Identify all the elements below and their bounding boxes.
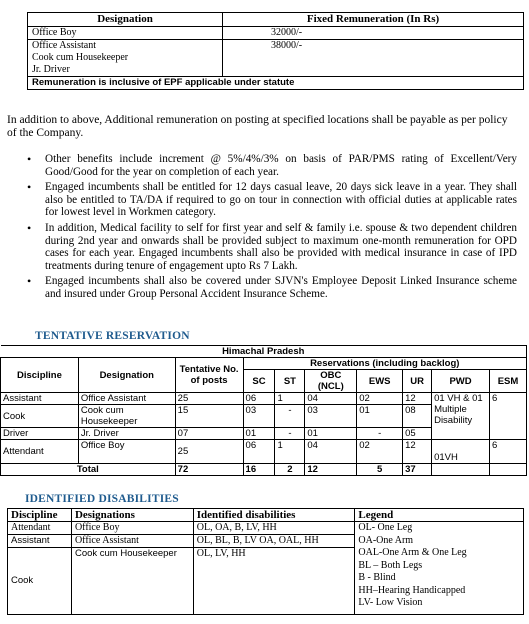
total-row: Total 72 16 2 12 5 37 — [1, 464, 527, 476]
col-ur: UR — [403, 370, 432, 393]
table-row: Assistant Office Assistant 25 06 1 04 02 12 01 VH & 01 Multiple Disability 6 — [1, 393, 527, 405]
rem-amount: 32000/- — [223, 27, 524, 40]
col-sc: SC — [243, 370, 275, 393]
table-row — [28, 27, 524, 40]
tentative-reservation-heading: TENTATIVE RESERVATION — [35, 330, 190, 342]
legend-item: LV- Low Vision — [358, 597, 423, 608]
identified-disabilities-heading: IDENTIFIED DISABILITIES — [25, 493, 179, 505]
col-st: ST — [275, 370, 305, 393]
list-item: • Engaged incumbents shall also be covered under SJVN's Employee Deposit Linked Insurance scheme and insured under Group Personal Accident Insurance Scheme. — [27, 275, 517, 300]
reservation-table — [0, 345, 527, 476]
reservations-header: Reservations (including backlog) — [243, 358, 526, 370]
table-row: Assistant Office Assistant OL, BL, B, LV OA, OAL, HH — [8, 535, 524, 548]
legend-item: BL – Both Legs — [358, 559, 423, 571]
table-row: Attendant Office Boy OL, OA, B, LV, HH OL- One Leg OA-One Arm OAL-One Arm & One Leg BL – Both Legs B - Blind HH–Hearing Handicapped LV- Low Vision — [8, 522, 524, 535]
legend-item: HH–Hearing Handicapped — [358, 584, 466, 596]
legend-item: B - Blind — [358, 572, 396, 583]
legend-item: OL- One Leg — [358, 522, 413, 533]
col-esm: ESM — [489, 370, 526, 393]
rem-amount: 38000/- — [223, 40, 524, 77]
legend-item: OA-One Arm — [358, 534, 414, 546]
list-item: • Other benefits include increment @ 5%/4%/3% on basis of PAR/PMS rating of Excellent/Very Good/Good for the year on completion of each year. — [27, 153, 517, 178]
remuneration-table — [27, 12, 524, 90]
legend-cell — [355, 522, 524, 615]
table-row: Cook Cook cum Housekeeper OL, LV, HH — [8, 548, 524, 615]
rem-designation: Office Boy — [28, 27, 223, 40]
additional-remuneration-paragraph: In addition to above, Additional remuneration on posting at specified locations shall be payable as per policy of the Company. — [7, 114, 508, 139]
rem-header-remuneration: Fixed Remuneration (In Rs) — [223, 13, 524, 27]
list-item: • Engaged incumbents shall be entitled for 12 days casual leave, 20 days sick leave in a year. They shall also be entitled to TA/DA if required to go on tour in connection with official duties at applicable rates for lowest level in Workmen category. — [27, 181, 517, 219]
dis-header-discipline: Discipline — [8, 509, 72, 522]
col-ews: EWS — [357, 370, 403, 393]
legend-item: OAL-One Arm & One Leg — [358, 547, 467, 558]
dis-header-disabilities: Identified disabilities — [193, 509, 355, 522]
state-header: Himachal Pradesh — [1, 346, 527, 358]
col-discipline: Discipline — [1, 358, 79, 393]
col-pwd: PWD — [432, 370, 490, 393]
rem-note: Remuneration is inclusive of EPF applicable under statute — [28, 77, 524, 90]
dis-header-designations: Designations — [71, 509, 193, 522]
col-posts: Tentative No. of posts — [175, 358, 243, 393]
table-row: Cook Cook cum Housekeeper 15 03 - 03 01 08 — [1, 405, 527, 428]
col-obc: OBC (NCL) — [305, 370, 357, 393]
table-row — [28, 40, 524, 77]
table-row: Driver Jr. Driver 07 01 - 01 - 05 — [1, 428, 527, 440]
disabilities-table — [7, 508, 524, 615]
list-item: • In addition, Medical facility to self for first year and self & family i.e. spouse & two dependent children during 2nd year and onwards shall be provided subject to maximum one-month remuneration for OPD cases for each year. Engaged incumbents shall also be provided with medical insurance in case of IPD treatments during tenure of engagement upto Rs 7 Lakh. — [27, 222, 517, 272]
rem-designation: Office Assistant Cook cum Housekeeper Jr. Driver — [28, 40, 223, 77]
benefits-list — [27, 153, 517, 304]
dis-header-legend: Legend — [355, 509, 524, 522]
rem-header-designation: Designation — [28, 13, 223, 27]
table-row: Attendant Office Boy 25 06 1 04 02 12 01VH 6 — [1, 440, 527, 464]
col-designation: Designation — [78, 358, 175, 393]
